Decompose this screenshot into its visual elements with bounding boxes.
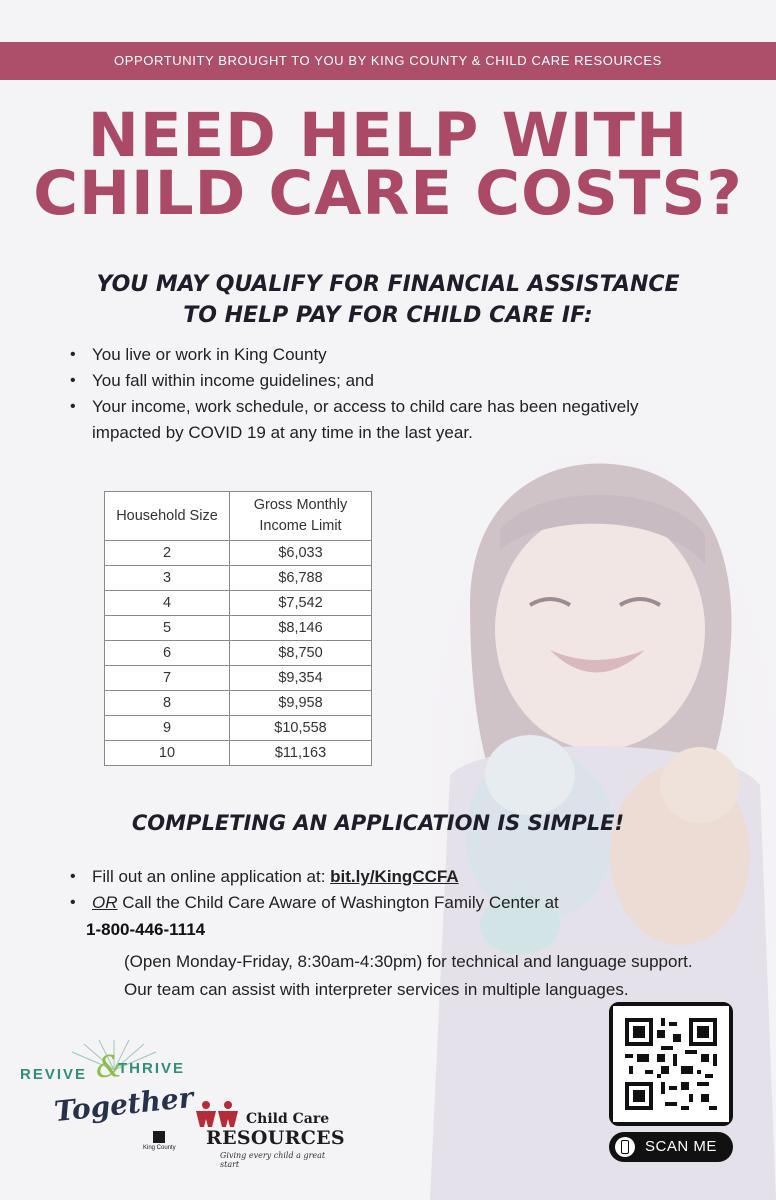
application-heading: COMPLETING AN APPLICATION IS SIMPLE! [131, 811, 625, 835]
table-row [105, 716, 372, 741]
phone-icon [615, 1137, 635, 1157]
household-size-cell: 3 [105, 566, 230, 591]
or-label: OR [92, 893, 118, 912]
children-figures-icon [194, 1099, 250, 1129]
child-care-resources-logo [190, 1097, 345, 1169]
revive-text: REVIVE [20, 1066, 88, 1083]
household-size-cell: 4 [105, 591, 230, 616]
household-size-cell: 7 [105, 666, 230, 691]
scan-me-label: SCAN ME [645, 1138, 717, 1155]
income-table [104, 491, 372, 766]
income-limit-cell: $8,146 [230, 616, 372, 641]
header-household-size: Household Size [105, 492, 230, 541]
headline-line-2: CHILD CARE COSTS? [33, 158, 743, 229]
household-size-cell: 9 [105, 716, 230, 741]
income-limit-cell: $6,788 [230, 566, 372, 591]
hours-and-support-text: (Open Monday-Friday, 8:30am-4:30pm) for technical and language support. Our team can assist with interpreter services in multiple languages. [124, 952, 693, 999]
king-county-icon [153, 1131, 165, 1143]
table-row [105, 591, 372, 616]
table-row [105, 641, 372, 666]
income-limit-cell: $9,958 [230, 691, 372, 716]
qr-code-icon [613, 1006, 729, 1122]
income-limit-cell: $6,033 [230, 541, 372, 566]
subheading-line-1: YOU MAY QUALIFY FOR FINANCIAL ASSISTANCE [96, 272, 680, 297]
scan-me-button[interactable] [609, 1132, 733, 1162]
eligibility-item: • You fall within income guidelines; and [68, 368, 668, 394]
ccr-child-care-text: Child Care [246, 1111, 330, 1127]
phone-number[interactable]: 1-800-446-1114 [86, 920, 206, 939]
income-limit-cell: $7,542 [230, 591, 372, 616]
subheading-line-2: TO HELP PAY FOR CHILD CARE IF: [183, 303, 593, 328]
table-row [105, 691, 372, 716]
income-table-header [105, 492, 372, 541]
sponsor-banner: OPPORTUNITY BROUGHT TO YOU BY KING COUNTY & CHILD CARE RESOURCES [0, 42, 776, 80]
table-row [105, 541, 372, 566]
header-income-limit: Gross Monthly Income Limit [230, 492, 372, 541]
application-link[interactable]: bit.ly/KingCCFA [330, 867, 459, 886]
income-limit-cell: $9,354 [230, 666, 372, 691]
king-county-logo [143, 1131, 176, 1151]
call-text: Call the Child Care Aware of Washington Family Center at [117, 893, 559, 912]
household-size-cell: 6 [105, 641, 230, 666]
income-limit-cell: $8,750 [230, 641, 372, 666]
revive-thrive-logo [14, 1040, 199, 1140]
online-application-item [68, 864, 718, 890]
online-application-text: Fill out an online application at: [92, 867, 331, 886]
table-row [105, 666, 372, 691]
household-size-cell: 2 [105, 541, 230, 566]
together-text: Together [52, 1080, 195, 1129]
eligibility-item: • Your income, work schedule, or access to child care has been negatively impacted by COVID 19 at any time in the last year. [68, 394, 668, 446]
eligibility-list [68, 342, 668, 446]
call-item [68, 890, 718, 916]
household-size-cell: 8 [105, 691, 230, 716]
household-size-cell: 10 [105, 741, 230, 766]
qr-code[interactable] [609, 1002, 733, 1126]
household-size-cell: 5 [105, 616, 230, 641]
headline-line-1: NEED HELP WITH [87, 100, 689, 171]
ccr-tagline: Giving every child a great start [220, 1151, 326, 1169]
thrive-text: THRIVE [118, 1060, 186, 1077]
ccr-resources-text: RESOURCES [206, 1127, 345, 1149]
ampersand-text: & [96, 1050, 123, 1085]
eligibility-item: • You live or work in King County [68, 342, 668, 368]
income-limit-cell: $10,558 [230, 716, 372, 741]
king-county-label: King County [143, 1145, 176, 1151]
application-list [68, 864, 718, 916]
table-row [105, 616, 372, 641]
table-row [105, 566, 372, 591]
income-limit-cell: $11,163 [230, 741, 372, 766]
table-row [105, 741, 372, 766]
